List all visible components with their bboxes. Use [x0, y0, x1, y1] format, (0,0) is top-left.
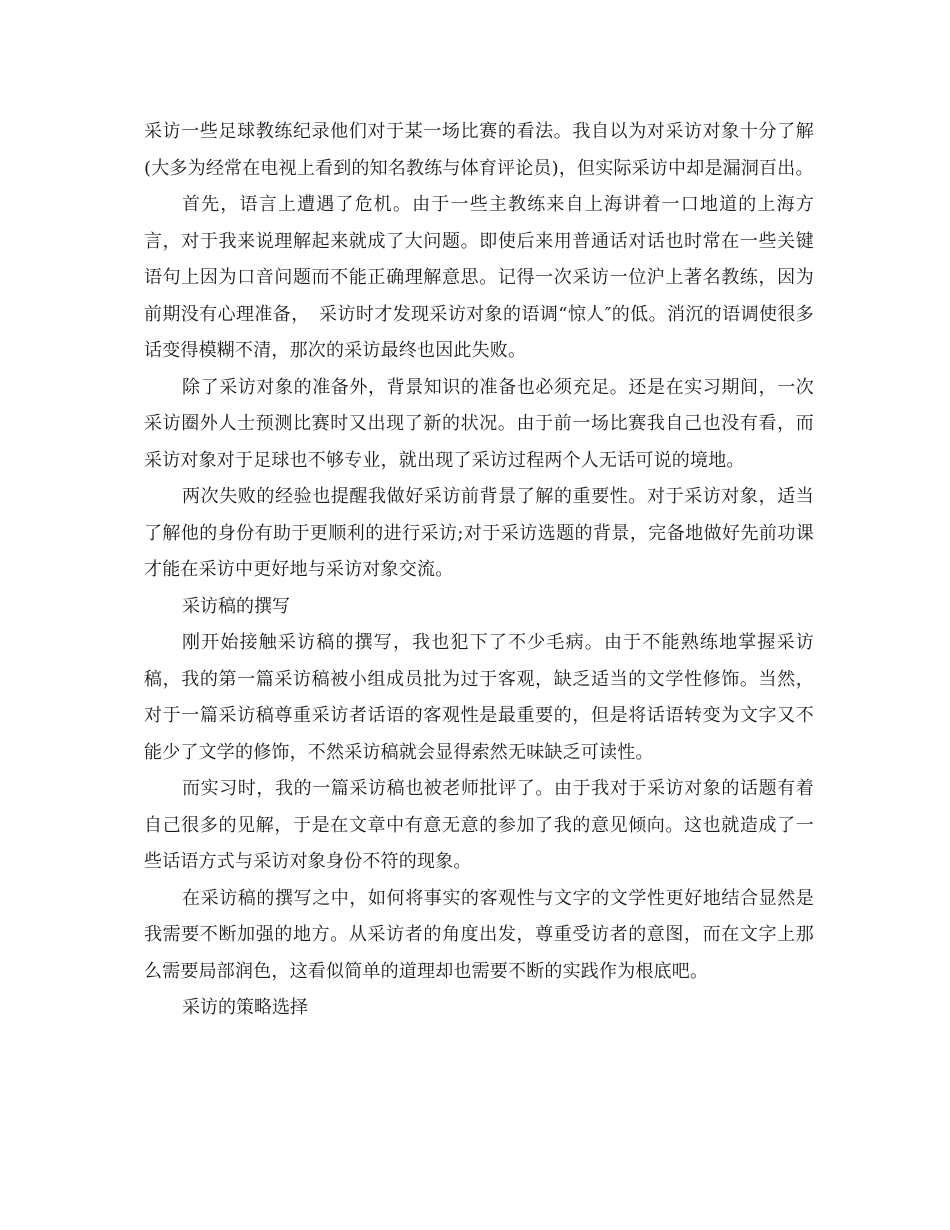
section-heading-writing: 采访稿的撰写 [182, 595, 290, 617]
paragraph-background-knowledge: 除了采访对象的准备外，背景知识的准备也必须充足。还是在实习期间，一次采访圈外人士预测比赛时又出现了新的状况。由于前一场比赛我自己也没有看，而采访对象对于足球也不够专业，就出现了采访过程两个人无话可说的境地。 [144, 376, 814, 471]
paragraph-teacher-criticism: 而实习时，我的一篇采访稿也被老师批评了。由于我对于采访对象的话题有着自己很多的见解，于是在文章中有意无意的参加了我的意见倾向。这也就造成了一些话语方式与采访对象身份不符的现象。 [144, 778, 814, 872]
paragraph-lessons: 两次失败的经验也提醒我做好采访前背景了解的重要性。对于采访对象，适当了解他的身份有助于更顺利的进行采访;对于采访选题的背景，完备地做好先前功课才能在采访中更好地与采访对象交流。 [144, 486, 814, 580]
section-heading-strategy: 采访的策略选择 [182, 997, 308, 1018]
document-body [144, 114, 814, 1027]
paragraph-writing-mistakes: 刚开始接触采访稿的撰写，我也犯下了不少毛病。由于不能熟练地掌握采访稿，我的第一篇采访稿被小组成员批为过于客观，缺乏适当的文学性修饰。当然，对于一篇采访稿尊重采访者话语的客观性是最重要的，但是将话语转变为文字又不能少了文学的修饰，不然采访稿就会显得索然无味缺乏可读性。 [144, 632, 814, 763]
paragraph-intro: 采访一些足球教练纪录他们对于某一场比赛的看法。我自以为对采访对象十分了解(大多为经常在电视上看到的知名教练与体育评论员)，但实际采访中却是漏洞百出。 [144, 121, 814, 179]
paragraph-objectivity: 在采访稿的撰写之中，如何将事实的客观性与文字的文学性更好地结合显然是我需要不断加强的地方。从采访者的角度出发，尊重受访者的意图，而在文字上那么需要局部润色，这看似简单的道理却也需要不断的实践作为根底吧。 [144, 887, 814, 982]
paragraph-language-crisis: 首先，语言上遭遇了危机。由于一些主教练来自上海讲着一口地道的上海方言，对于我来说理解起来就成了大问题。即使后来用普通话对话也时常在一些关键语句上因为口音问题而不能正确理解意思。记得一次采访一位沪上著名教练，因为前期没有心理准备， 采访时才发现采访对象的语调“惊人″的低。消沉的语调使很多话变得模糊不清，那次的采访最终也因此失败。 [144, 194, 814, 361]
